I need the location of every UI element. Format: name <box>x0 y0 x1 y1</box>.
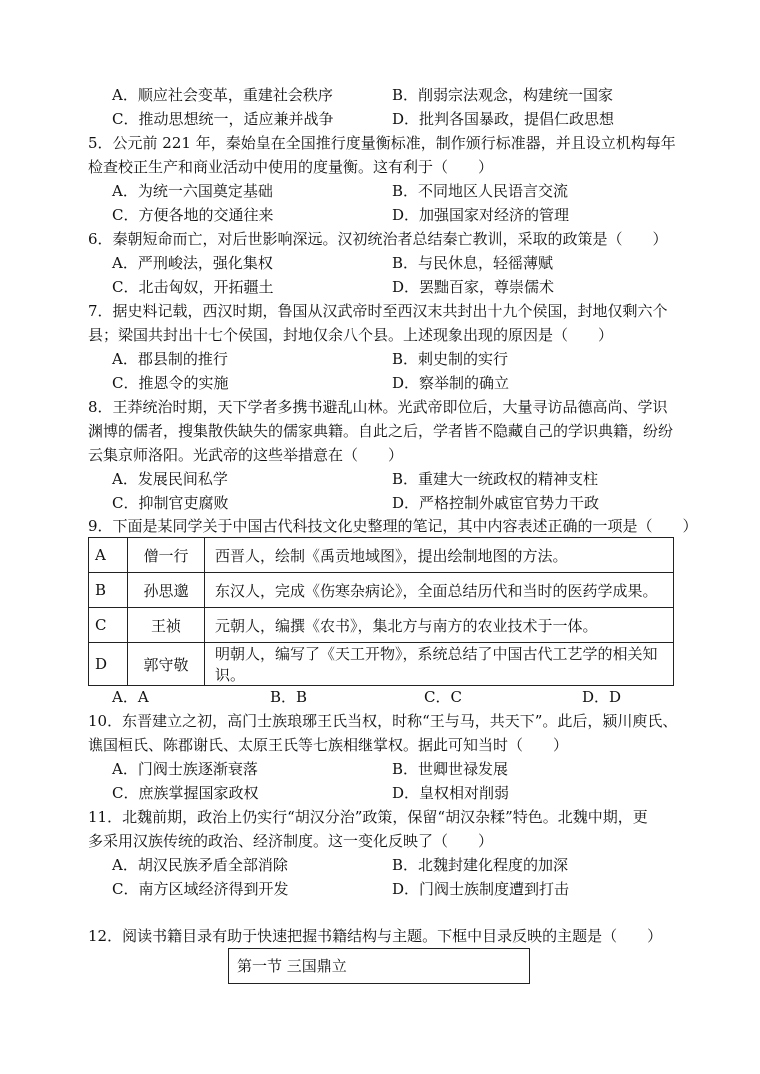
q5-option-d: D．加强国家对经济的管理 <box>392 206 570 224</box>
q9-notes-table <box>88 537 674 686</box>
option-d: D．批判各国暴政，提倡仁政思想 <box>392 110 615 128</box>
option-a: A．顺应社会变革，重建社会秩序 <box>112 86 333 104</box>
q5-option-c: C．方便各地的交通往来 <box>112 206 274 224</box>
q9-option-b: B．B <box>270 688 308 706</box>
q7-option-b: B．刺史制的实行 <box>392 350 509 368</box>
q6-option-d: D．罢黜百家，尊崇儒术 <box>392 278 555 296</box>
q5-option-a: A．为统一六国奠定基础 <box>112 182 273 200</box>
q5-stem-line2: 检查校正生产和商业活动中使用的度量衡。这有利于（ ） <box>88 158 494 176</box>
q11-stem-line1: 11．北魏前期，政治上仍实行“胡汉分治”政策，保留“胡汉杂糅”特色。北魏中期，更 <box>88 808 648 826</box>
option-c: C．推动思想统一，适应兼并战争 <box>112 110 334 128</box>
q10-stem-line1: 10．东晋建立之初，高门士族琅琊王氏当权，时称“王与马，共天下”。此后，颍川庾氏、 <box>88 712 678 730</box>
table-row <box>89 608 674 643</box>
row-key: D <box>89 643 128 686</box>
q11-option-b: B．北魏封建化程度的加深 <box>392 856 569 874</box>
table-row <box>89 643 674 686</box>
row-description: 元朝人，编撰《农书》，集北方与南方的农业技术于一体。 <box>205 608 674 643</box>
q10-option-d: D．皇权相对削弱 <box>392 784 510 802</box>
q11-option-a: A．胡汉民族矛盾全部消除 <box>112 856 288 874</box>
q8-stem-line2: 渊博的儒者，搜集散佚缺失的儒家典籍。自此之后，学者皆不隐藏自己的学识典籍，纷纷 <box>88 422 674 440</box>
q8-option-b: B．重建大一统政权的精神支柱 <box>392 470 599 488</box>
q7-stem-line2: 县；梁国共封出十七个侯国，封地仅余八个县。上述现象出现的原因是（ ） <box>88 326 614 344</box>
q7-option-c: C．推恩令的实施 <box>112 374 229 392</box>
q9-stem-line1: 9．下面是某同学关于中国古代科技文化史整理的笔记，其中内容表述正确的一项是（ ） <box>88 517 698 535</box>
q6-stem-line1: 6．秦朝短命而亡，对后世影响深远。汉初统治者总结秦亡教训，采取的政策是（ ） <box>88 230 668 248</box>
toc-item: 第一节 三国鼎立 <box>237 957 347 975</box>
row-description: 明朝人，编写了《天工开物》，系统总结了中国古代工艺学的相关知识。 <box>205 643 674 686</box>
q11-option-c: C．南方区域经济得到开发 <box>112 880 289 898</box>
q9-option-a: A．A <box>112 688 149 706</box>
row-description: 东汉人，完成《伤寒杂病论》，全面总结历代和当时的医药学成果。 <box>205 573 674 608</box>
row-key: C <box>89 608 128 643</box>
q10-option-c: C．庶族掌握国家政权 <box>112 784 259 802</box>
row-key: A <box>89 538 128 573</box>
q6-option-a: A．严刑峻法，强化集权 <box>112 254 273 272</box>
q11-stem-line2: 多采用汉族传统的政治、经济制度。这一变化反映了（ ） <box>88 832 494 850</box>
q9-option-d: D．D <box>582 688 622 706</box>
row-person: 王祯 <box>128 608 205 643</box>
q6-option-b: B．与民休息，轻徭薄赋 <box>392 254 554 272</box>
q8-option-d: D．严格控制外戚宦官势力干政 <box>392 494 600 512</box>
row-key: B <box>89 573 128 608</box>
q5-option-b: B．不同地区人民语言交流 <box>392 182 569 200</box>
q8-stem-line3: 云集京师洛阳。光武帝的这些举措意在（ ） <box>88 446 404 464</box>
q8-stem-line1: 8．王莽统治时期，天下学者多携书避乱山林。光武帝即位后，大量寻访品德高尚、学识 <box>88 398 668 416</box>
q10-option-b: B．世卿世禄发展 <box>392 760 509 778</box>
table-row <box>89 538 674 573</box>
row-person: 郭守敬 <box>128 643 205 686</box>
q5-stem-line1: 5．公元前 221 年，秦始皇在全国推行度量衡标准，制作颁行标准器，并且设立机构每年 <box>88 134 676 152</box>
option-b: B．削弱宗法观念，构建统一国家 <box>392 86 614 104</box>
q7-stem-line1: 7．据史料记载，西汉时期，鲁国从汉武帝时至西汉末共封出十九个侯国，封地仅剩六个 <box>88 302 668 320</box>
row-person: 僧一行 <box>128 538 205 573</box>
q10-stem-line2: 谯国桓氏、陈郡谢氏、太原王氏等七族相继掌权。据此可知当时（ ） <box>88 736 569 754</box>
row-description: 西晋人，绘制《禹贡地域图》，提出绘制地图的方法。 <box>205 538 674 573</box>
q7-option-a: A．郡县制的推行 <box>112 350 228 368</box>
row-person: 孙思邈 <box>128 573 205 608</box>
q6-option-c: C．北击匈奴，开拓疆土 <box>112 278 274 296</box>
table-of-contents-box <box>228 948 530 984</box>
q9-option-c: C．C <box>424 688 462 706</box>
q11-option-d: D．门阀士族制度遭到打击 <box>392 880 570 898</box>
q12-stem-line1: 12．阅读书籍目录有助于快速把握书籍结构与主题。下框中目录反映的主题是（ ） <box>88 927 663 945</box>
table-row <box>89 573 674 608</box>
q8-option-c: C．抑制官吏腐败 <box>112 494 229 512</box>
q10-option-a: A．门阀士族逐渐衰落 <box>112 760 258 778</box>
q7-option-d: D．察举制的确立 <box>392 374 510 392</box>
q8-option-a: A．发展民间私学 <box>112 470 228 488</box>
